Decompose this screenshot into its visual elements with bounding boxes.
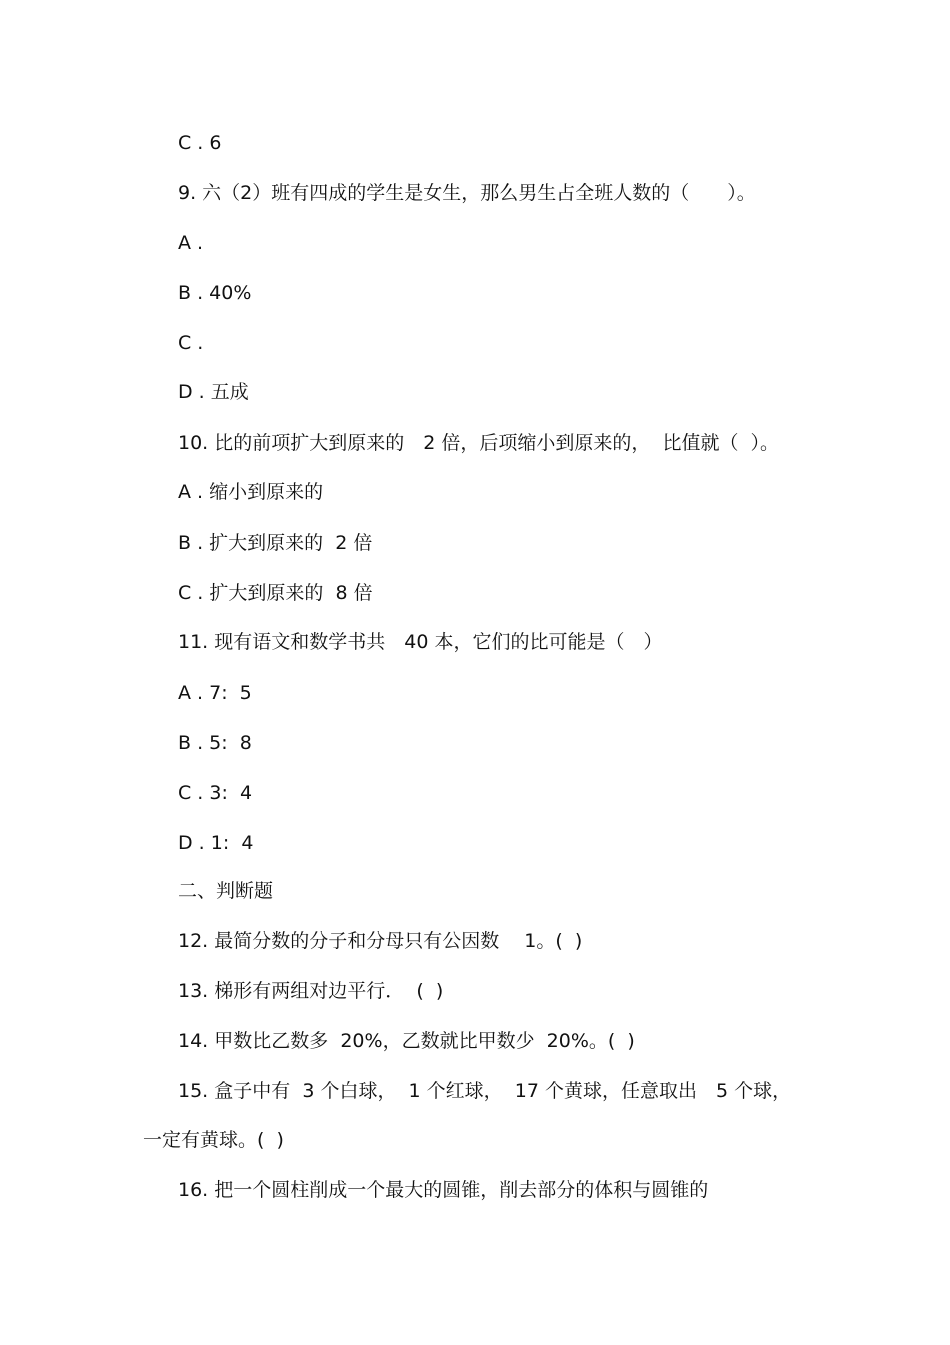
q10-option-b: B . 扩大到原来的 2 倍 bbox=[178, 532, 373, 554]
q15-question-continued: 一定有黄球。( ) bbox=[143, 1129, 284, 1151]
q15-question: 15. 盒子中有 3 个白球， 1 个红球， 17 个黄球，任意取出 5 个球， bbox=[178, 1080, 792, 1102]
q10-question: 10. 比的前项扩大到原来的 2 倍，后项缩小到原来的， 比值就（ ）。 bbox=[178, 432, 780, 454]
q14-question: 14. 甲数比乙数多 20%，乙数就比甲数少 20%。( ) bbox=[178, 1030, 635, 1052]
q11-option-c: C . 3: 4 bbox=[178, 782, 253, 804]
section-heading-judgment: 二、判断题 bbox=[178, 880, 274, 902]
q10-option-a: A . 缩小到原来的 bbox=[178, 481, 324, 503]
q16-question: 16. 把一个圆柱削成一个最大的圆锥，削去部分的体积与圆锥的 bbox=[178, 1179, 709, 1201]
q9-option-c: C . bbox=[178, 332, 204, 354]
q11-question: 11. 现有语文和数学书共 40 本，它们的比可能是（ ） bbox=[178, 631, 663, 653]
q12-question: 12. 最简分数的分子和分母只有公因数 1。( ) bbox=[178, 930, 583, 952]
q9-option-b: B . 40% bbox=[178, 282, 252, 304]
q9-question: 9. 六（2）班有四成的学生是女生，那么男生占全班人数的（ ）。 bbox=[178, 182, 756, 204]
q13-question: 13. 梯形有两组对边平行． ( ) bbox=[178, 980, 444, 1002]
q11-option-b: B . 5: 8 bbox=[178, 732, 252, 754]
q11-option-d: D . 1: 4 bbox=[178, 832, 254, 854]
q10-option-c: C . 扩大到原来的 8 倍 bbox=[178, 582, 373, 604]
q9-option-d: D . 五成 bbox=[178, 381, 249, 403]
q8-option-c: C . 6 bbox=[178, 132, 222, 154]
q9-option-a: A . bbox=[178, 232, 204, 254]
q11-option-a: A . 7: 5 bbox=[178, 682, 252, 704]
